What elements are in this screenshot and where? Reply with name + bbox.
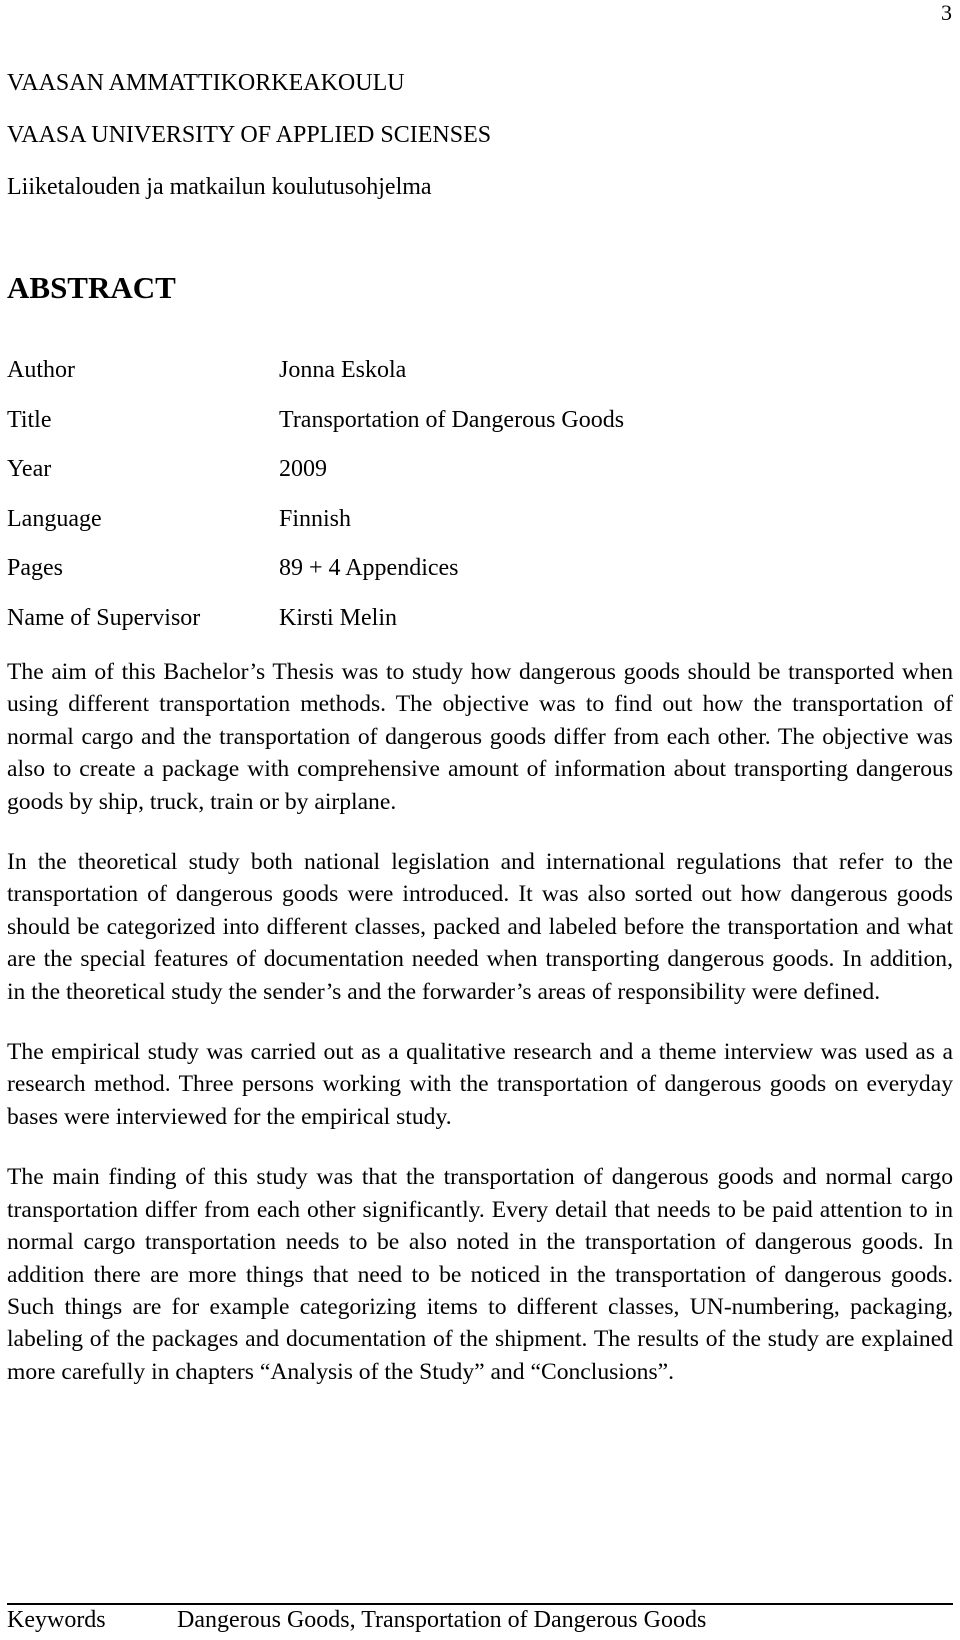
metadata-row-pages bbox=[7, 555, 947, 605]
institution-name-finnish: VAASAN AMMATTIKORKEAKOULU bbox=[7, 70, 405, 96]
keywords-row bbox=[7, 1607, 953, 1637]
abstract-paragraph-aim: The aim of this Bachelor’s Thesis was to study how dangerous goods should be transported when using different transportation methods. The objective was to find out how the transportation of normal cargo and the transportation of dangerous goods differ from each other. The objective was also to create a package with comprehensive amount of information about transporting dangerous goods by ship, truck, train or by airplane. bbox=[7, 659, 953, 815]
metadata-value: Jonna Eskola bbox=[279, 357, 407, 383]
institution-name-english: VAASA UNIVERSITY OF APPLIED SCIENSES bbox=[7, 122, 492, 148]
metadata-row-author bbox=[7, 357, 947, 407]
metadata-label: Author bbox=[7, 357, 75, 383]
metadata-value: Kirsti Melin bbox=[279, 604, 397, 631]
abstract-paragraph-empirical: The empirical study was carried out as a qualitative research and a theme interview was used as a research method. Three persons working with the transportation of dangerous goods on everyday bases were interviewed for the empirical study. bbox=[7, 1039, 953, 1130]
document-header bbox=[7, 70, 491, 226]
metadata-row-language bbox=[7, 506, 947, 556]
degree-program: Liiketalouden ja matkailun koulutusohjelma bbox=[7, 174, 432, 200]
metadata-row-year bbox=[7, 456, 947, 506]
metadata-value: Transportation of Dangerous Goods bbox=[279, 406, 625, 433]
metadata-value: 89 + 4 Appendices bbox=[279, 555, 459, 582]
abstract-heading: ABSTRACT bbox=[7, 270, 176, 305]
metadata-row-supervisor bbox=[7, 605, 947, 655]
abstract-body bbox=[7, 656, 953, 1388]
abstract-paragraph-findings: The main finding of this study was that the transportation of dangerous goods and normal cargo transportation differ from each other significantly. Every detail that needs to be paid attention to in normal cargo transportation needs to be also noted in the transportation of dangerous goods. In addition there are more things that need to be noticed in the transportation of dangerous goods. Such things are for example categorizing items to different classes, UN-numbering, packaging, labeling of the packages and documentation of the shipment. The results of the study are explained more carefully in chapters “Analysis of the Study” and “Conclusions”. bbox=[7, 1164, 953, 1385]
metadata-label: Year bbox=[7, 456, 52, 483]
metadata-table bbox=[7, 357, 947, 655]
metadata-value: 2009 bbox=[279, 456, 327, 483]
keywords-value: Dangerous Goods, Transportation of Dangerous Goods bbox=[177, 1607, 707, 1633]
abstract-paragraph-theory: In the theoretical study both national legislation and international regulations that refer to the transportation of dangerous goods were introduced. It was also sorted out how dangerous goods should be categorized into different classes, packed and labeled before the transportation and what are the special features of documentation needed when transporting dangerous goods. In addition, in the theoretical study the sender’s and the forwarder’s areas of responsibility were defined. bbox=[7, 849, 953, 1005]
metadata-value: Finnish bbox=[279, 505, 352, 532]
metadata-label: Title bbox=[7, 406, 52, 433]
keywords-divider bbox=[7, 1603, 953, 1605]
keywords-label: Keywords bbox=[7, 1607, 106, 1633]
metadata-label: Language bbox=[7, 505, 102, 532]
metadata-label: Pages bbox=[7, 555, 63, 582]
page-number: 3 bbox=[941, 0, 952, 25]
metadata-row-title bbox=[7, 407, 947, 457]
metadata-label: Name of Supervisor bbox=[7, 604, 201, 631]
